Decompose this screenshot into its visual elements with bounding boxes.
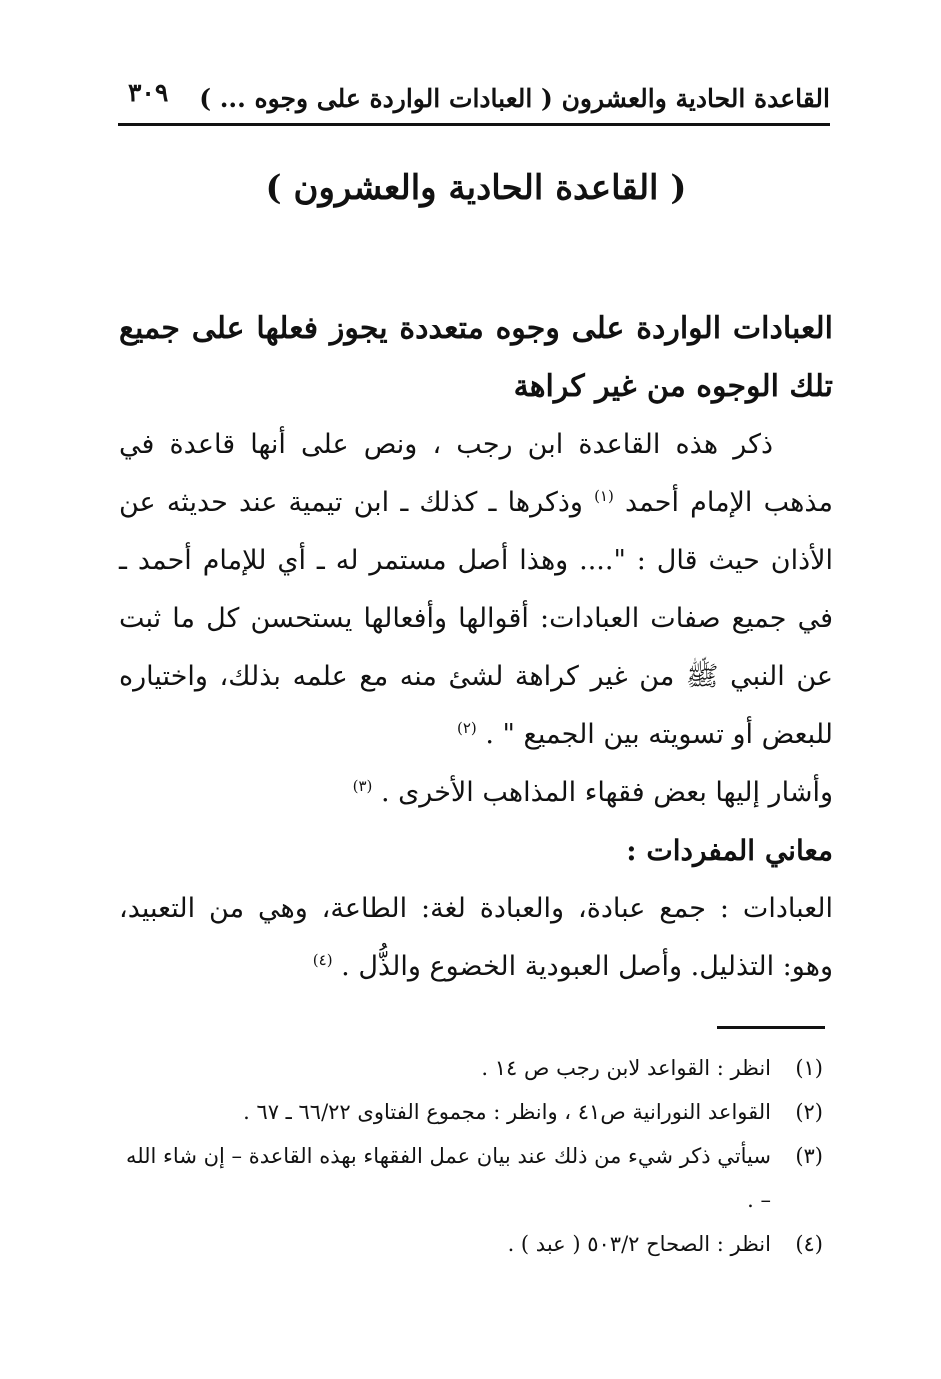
main-body [119,300,833,996]
footnote-text: القواعد النورانية ص٤١ ، وانظر : مجموع الفتاوى ٦٦/٢٢ ـ ٦٧ . [243,1100,771,1124]
footnote-number: (٣) [795,1144,823,1168]
paragraph-definition [119,880,833,996]
footnote-ref: (١) [594,487,614,505]
footnote-text: انظر : القواعد لابن رجب ص ١٤ . [481,1056,771,1080]
footnote-ref: (٤) [312,951,333,969]
footnote-text: انظر : الصحاح ٥٠٣/٢ ( عبد ) . [507,1232,771,1256]
vocabulary-heading: معاني المفردات : [626,834,833,867]
footnote-separator [717,1026,825,1029]
rule-title: ( القاعدة الحادية والعشرون ) [265,168,687,208]
paragraph-text: ذكر هذه القاعدة ابن رجب ، ونص على أنها قاعدة في مذهب الإمام أحمد [119,429,833,518]
running-header-title: القاعدة الحادية والعشرون ( العبادات الواردة على وجوه ... ) [199,84,830,113]
footnote-number: (٢) [795,1100,823,1124]
paragraph-text: وذكرها ـ كذلك ـ ابن تيمية عند حديثه عن الأذان حيث قال : ".... وهذا أصل مستمر له ـ أي للإمام أحمد ـ في جميع صفات العبادات: أقوالها وأفعالها يستحسن كل ما ثبت عن النبي ﷺ من غير كراهة لشئ منه مع علمه بذلك، واختياره للبعض أو تسويته بين الجميع " . [119,487,833,750]
footnote-number: (١) [795,1056,823,1080]
footnotes [111,1046,823,1266]
footnote-item [111,1046,823,1090]
paragraph-sources [119,416,833,764]
paragraph-other-schools [119,764,833,822]
footnote-ref: (٢) [456,719,477,737]
header-divider [118,123,830,126]
rule-statement: العبادات الواردة على وجوه متعددة يجوز فعلها على جميع تلك الوجوه من غير كراهة [119,311,833,404]
footnote-item [111,1090,823,1134]
footnote-item [111,1134,823,1222]
footnote-ref: (٣) [352,777,373,795]
footnote-item [111,1222,823,1266]
running-header [118,76,830,126]
paragraph-text: وأشار إليها بعض فقهاء المذاهب الأخرى . [381,777,833,808]
page-number: ٣٠٩ [128,78,169,107]
footnote-number: (٤) [795,1232,823,1256]
paragraph-text: العبادات : جمع عبادة، والعبادة لغة: الطاعة، وهي من التعبيد، وهو: التذليل. وأصل العبودية الخضوع والذُّل . [119,893,833,982]
footnote-text: سيأتي ذكر شيء من ذلك عند بيان عمل الفقهاء بهذه القاعدة – إن شاء الله – . [125,1144,771,1212]
